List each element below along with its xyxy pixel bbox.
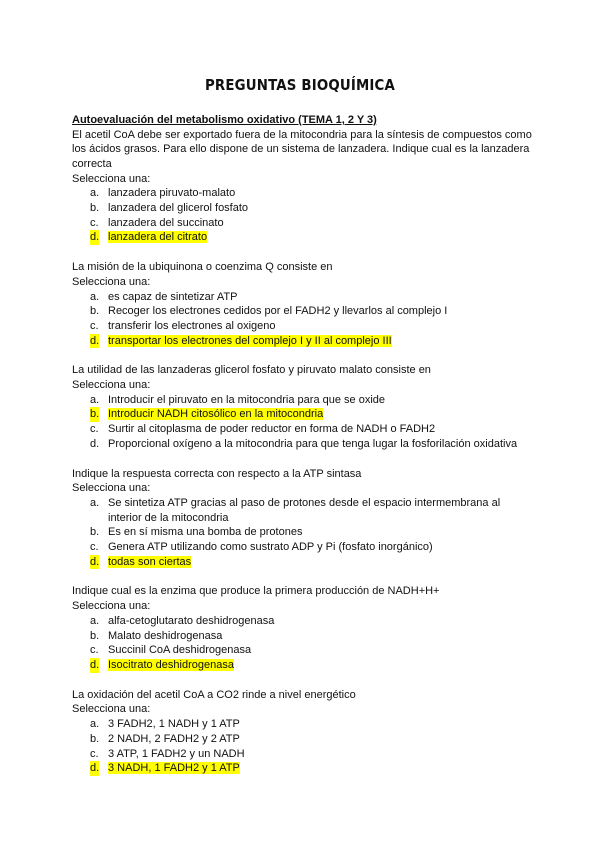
question-1	[72, 128, 532, 246]
option-c[interactable]	[72, 747, 532, 762]
option-d-correct[interactable]	[72, 761, 532, 776]
option-letter: b.	[90, 732, 100, 745]
option-c[interactable]	[72, 319, 532, 334]
option-text: transferir los electrones al oxigeno	[108, 319, 276, 332]
option-c[interactable]	[72, 643, 532, 658]
option-letter: d.	[90, 334, 100, 347]
section-heading: Autoevaluación del metabolismo oxidativo (TEMA 1, 2 Y 3)	[72, 114, 377, 126]
option-b[interactable]	[72, 525, 532, 540]
option-letter: b.	[90, 305, 100, 318]
option-a[interactable]	[72, 290, 532, 305]
question-prompt: Selecciona una:	[72, 379, 151, 392]
option-d-correct[interactable]	[72, 230, 532, 245]
option-letter: d.	[90, 762, 100, 775]
option-text: lanzadera del glicerol fosfato	[108, 202, 249, 215]
option-letter: c.	[90, 423, 99, 436]
option-letter: a.	[90, 614, 100, 627]
question-text: La oxidación del acetil CoA a CO2 rinde a nivel energético	[72, 688, 356, 701]
option-text: lanzadera piruvato-malato	[108, 187, 236, 200]
option-list	[72, 290, 532, 349]
option-letter: c.	[90, 541, 99, 554]
option-text: lanzadera del succinato	[108, 216, 224, 229]
option-text: lanzadera del citrato	[108, 231, 208, 244]
option-letter: a.	[90, 393, 100, 406]
option-text: todas son ciertas	[108, 555, 192, 568]
option-text: 2 NADH, 2 FADH2 y 2 ATP	[108, 732, 240, 745]
option-d[interactable]	[72, 437, 532, 452]
option-text: Recoger los electrones cedidos por el FADH2 y llevarlos al complejo I	[108, 305, 448, 318]
option-letter: d.	[90, 437, 100, 450]
option-d-correct[interactable]	[72, 555, 532, 570]
option-text: Surtir al citoplasma de poder reductor en forma de NADH o FADH2	[108, 423, 436, 436]
question-text: Indique la respuesta correcta con respecto a la ATP sintasa	[72, 467, 362, 480]
option-text: 3 FADH2, 1 NADH y 1 ATP	[108, 718, 240, 731]
question-3	[72, 363, 532, 451]
question-text: La misión de la ubiquinona o coenzima Q consiste en	[72, 261, 333, 274]
question-prompt: Selecciona una:	[72, 275, 151, 288]
question-prompt: Selecciona una:	[72, 703, 151, 716]
option-a[interactable]	[72, 186, 532, 201]
option-c[interactable]	[72, 216, 532, 231]
option-text: Isocitrato deshidrogenasa	[108, 659, 234, 671]
option-text: 3 NADH, 1 FADH2 y 1 ATP	[108, 762, 240, 775]
option-list	[72, 393, 532, 452]
option-list	[72, 186, 532, 245]
option-text: Introducir el piruvato en la mitocondria para que se oxide	[108, 393, 385, 406]
option-b[interactable]	[72, 629, 532, 644]
option-letter: d.	[90, 231, 100, 244]
option-d-correct[interactable]	[72, 658, 532, 673]
option-text: Introducir NADH citosólico en la mitocondria	[108, 408, 324, 421]
question-6	[72, 688, 532, 776]
page-title: PREGUNTAS BIOQUÍMICA	[204, 76, 396, 94]
option-letter: c.	[90, 644, 99, 657]
option-list	[72, 717, 532, 776]
option-letter: a.	[90, 496, 100, 509]
option-letter: a.	[90, 718, 100, 731]
option-letter: c.	[90, 319, 99, 332]
option-b-correct[interactable]	[72, 407, 532, 422]
question-text: Indique cual es la enzima que produce la primera producción de NADH+H+	[72, 585, 440, 598]
option-letter: a.	[90, 187, 100, 200]
option-text: Succinil CoA deshidrogenasa	[108, 644, 252, 657]
option-letter: b.	[90, 408, 100, 421]
option-a[interactable]	[72, 393, 532, 408]
option-b[interactable]	[72, 304, 532, 319]
option-a[interactable]	[72, 717, 532, 732]
option-letter: b.	[90, 629, 100, 642]
option-d-correct[interactable]	[72, 334, 532, 349]
option-text: es capaz de sintetizar ATP	[108, 290, 238, 303]
option-list	[72, 614, 532, 673]
option-text: transportar los electrones del complejo I y II al complejo III	[108, 334, 392, 347]
option-list	[72, 496, 532, 570]
question-text: La utilidad de las lanzaderas glicerol fosfato y piruvato malato consiste en	[72, 364, 431, 377]
question-prompt: Selecciona una:	[72, 482, 151, 495]
option-a[interactable]	[72, 614, 532, 629]
option-a[interactable]	[72, 496, 532, 525]
option-text: Es en sí misma una bomba de protones	[108, 526, 303, 539]
option-letter: c.	[90, 216, 99, 229]
question-5	[72, 584, 532, 672]
option-text: Malato deshidrogenasa	[108, 629, 223, 642]
option-c[interactable]	[72, 422, 532, 437]
option-letter: d.	[90, 659, 100, 671]
option-c[interactable]	[72, 540, 532, 555]
question-2	[72, 260, 532, 348]
option-text: Proporcional oxígeno a la mitocondria para que tenga lugar la fosforilación oxidativa	[108, 437, 518, 450]
question-prompt: Selecciona una:	[72, 600, 151, 613]
document-body	[72, 113, 532, 791]
option-text: Genera ATP utilizando como sustrato ADP y Pi (fosfato inorgánico)	[108, 541, 433, 554]
question-prompt: Selecciona una:	[72, 172, 151, 185]
option-letter: b.	[90, 202, 100, 215]
question-4	[72, 467, 532, 570]
option-letter: d.	[90, 555, 100, 568]
option-text: Se sintetiza ATP gracias al paso de protones desde el espacio intermembrana al interior de la mitocondria	[108, 496, 501, 524]
option-letter: a.	[90, 290, 100, 303]
question-text: El acetil CoA debe ser exportado fuera de la mitocondria para la síntesis de compuestos como los ácidos grasos. Para ello dispone de un sistema de lanzadera. Indique cual es la lanzadera correcta	[72, 128, 532, 170]
option-letter: c.	[90, 747, 99, 760]
option-text: 3 ATP, 1 FADH2 y un NADH	[108, 747, 245, 760]
option-b[interactable]	[72, 732, 532, 747]
option-b[interactable]	[72, 201, 532, 216]
option-letter: b.	[90, 526, 100, 539]
option-text: alfa-cetoglutarato deshidrogenasa	[108, 614, 275, 627]
